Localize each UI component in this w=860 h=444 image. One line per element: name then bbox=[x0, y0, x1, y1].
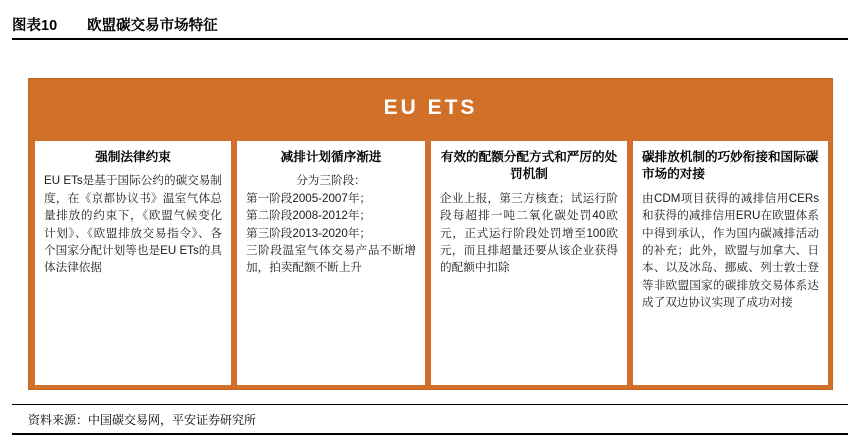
card-title: 有效的配额分配方式和严厉的处罚机制 bbox=[440, 150, 618, 182]
source-note: 资料来源：中国碳交易网，平安证券研究所 bbox=[28, 413, 257, 427]
page-title: 欧盟碳交易市场特征 bbox=[87, 18, 218, 34]
banner-label: EU ETS bbox=[383, 95, 478, 119]
diagram-frame bbox=[28, 78, 833, 390]
card-paragraph: 第二阶段2008-2012年； bbox=[246, 209, 372, 223]
card-paragraph: 由CDM项目获得的减排信用CERs和获得的减排信用ERU在欧盟体系中得到承认，作为国内碳减排活动的补充；此外，欧盟与加拿大、日本、以及冰岛、挪威、列士敦士登等非欧盟国家的碳排放交易体系达成了双边协议实现了成功对接 bbox=[642, 191, 819, 310]
figure-number: 图表10 bbox=[12, 18, 58, 34]
figure-title-row bbox=[12, 14, 848, 35]
title-divider bbox=[12, 38, 848, 40]
card-legal-constraint bbox=[35, 141, 231, 385]
card-title: 减排计划循序渐进 bbox=[280, 150, 382, 164]
card-phased-plan bbox=[237, 141, 425, 385]
card-title: 强制法律约束 bbox=[95, 150, 171, 164]
card-title: 碳排放机制的巧妙衔接和国际碳市场的对接 bbox=[642, 150, 819, 182]
diagram-cards bbox=[35, 141, 828, 385]
card-paragraph: 第三阶段2013-2020年； bbox=[246, 226, 372, 240]
card-paragraph: 三阶段温室气体交易产品不断增加，拍卖配额不断上升 bbox=[246, 243, 416, 275]
card-market-linkage bbox=[633, 141, 828, 385]
footer-divider-top bbox=[12, 404, 848, 405]
footer-divider-bottom bbox=[12, 433, 848, 435]
card-lead: 分为三阶段： bbox=[296, 174, 366, 188]
card-paragraph: 企业上报，第三方核查；试运行阶段每超排一吨二氧化碳处罚40欧元，正式运行阶段处罚增至100欧元，而且排超量还要从该企业获得的配额中扣除 bbox=[440, 191, 618, 275]
card-body bbox=[440, 190, 618, 277]
card-paragraph: EU ETs是基于国际公约的碳交易制度，在《京都协议书》温室气体总量排放的约束下，《欧盟气候变化计划》、《欧盟排放交易指令》、各个国家分配计划等也是EU ETs的具体法律依据 bbox=[44, 174, 222, 275]
card-allocation-and-penalty bbox=[431, 141, 627, 385]
card-body bbox=[246, 172, 416, 276]
card-body bbox=[642, 190, 819, 312]
card-body bbox=[44, 172, 222, 276]
card-paragraph: 第一阶段2005-2007年； bbox=[246, 191, 372, 205]
diagram-banner bbox=[29, 79, 832, 136]
